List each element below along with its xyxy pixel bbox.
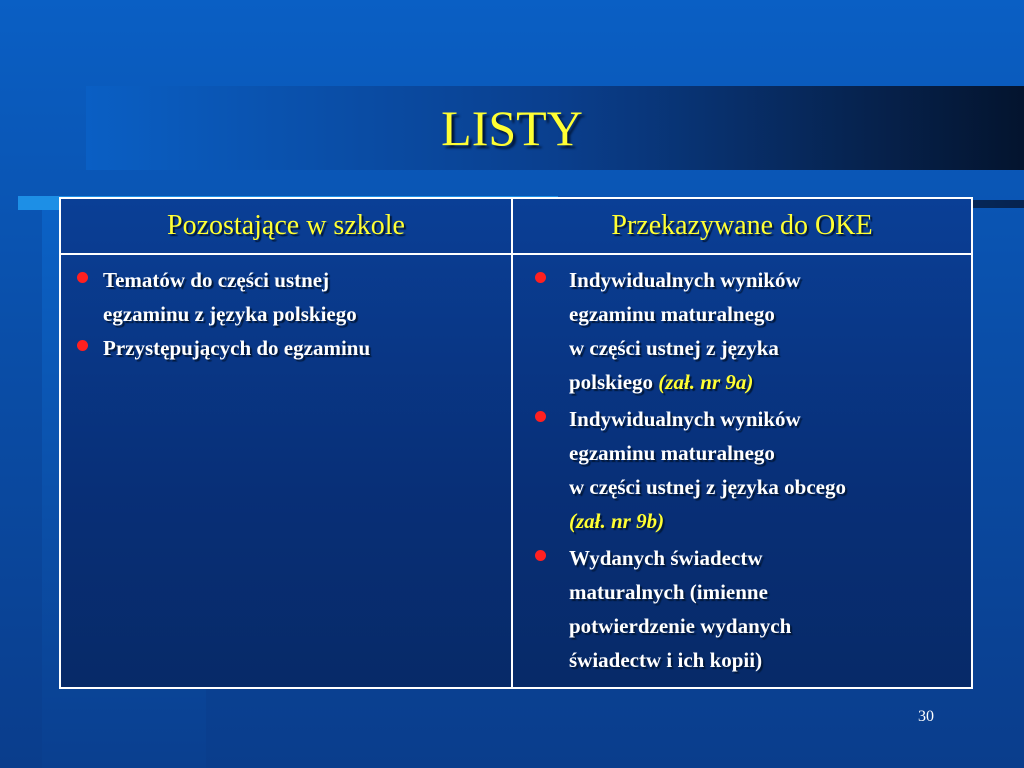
left-column-cell <box>61 255 513 687</box>
list-item <box>531 402 963 538</box>
item-text-line <box>569 365 963 399</box>
list-item <box>531 263 963 399</box>
item-text-line: Indywidualnych wyników <box>569 407 801 431</box>
item-text-line: potwierdzenie wydanych <box>569 614 792 638</box>
right-bullet-list <box>531 263 963 677</box>
item-text-line: Wydanych świadectw <box>569 546 763 570</box>
lists-table <box>59 197 973 689</box>
item-text-fragment: polskiego <box>569 370 659 394</box>
right-column-cell <box>513 255 971 687</box>
list-item <box>75 331 503 365</box>
bullet-icon <box>77 272 88 283</box>
item-text-line: Przystępujących do egzaminu <box>103 336 371 360</box>
page-number: 30 <box>918 708 934 725</box>
bullet-icon <box>77 340 88 351</box>
list-item <box>531 541 963 677</box>
attachment-reference: (zał. nr 9b) <box>569 509 665 533</box>
item-text-line: Tematów do części ustnej <box>103 268 330 292</box>
bullet-icon <box>535 550 546 561</box>
item-text-line: egzaminu z języka polskiego <box>103 302 357 326</box>
item-text-line: w części ustnej z języka obcego <box>569 475 846 499</box>
item-text-line: egzaminu maturalnego <box>569 441 775 465</box>
item-text-line: świadectw i ich kopii) <box>569 648 763 672</box>
item-text-line: egzaminu maturalnego <box>569 302 775 326</box>
bullet-icon <box>535 272 546 283</box>
header-sent-to-oke: Przekazywane do OKE <box>513 199 971 255</box>
left-bullet-list <box>75 263 503 365</box>
item-text-line: w części ustnej z języka <box>569 336 779 360</box>
header-remaining-at-school: Pozostające w szkole <box>61 199 513 255</box>
item-text-line: Indywidualnych wyników <box>569 268 801 292</box>
item-text-line: maturalnych (imienne <box>569 580 768 604</box>
bullet-icon <box>535 411 546 422</box>
slide-title: LISTY <box>441 100 583 156</box>
list-item <box>75 263 503 331</box>
attachment-reference: (zał. nr 9a) <box>658 370 754 394</box>
